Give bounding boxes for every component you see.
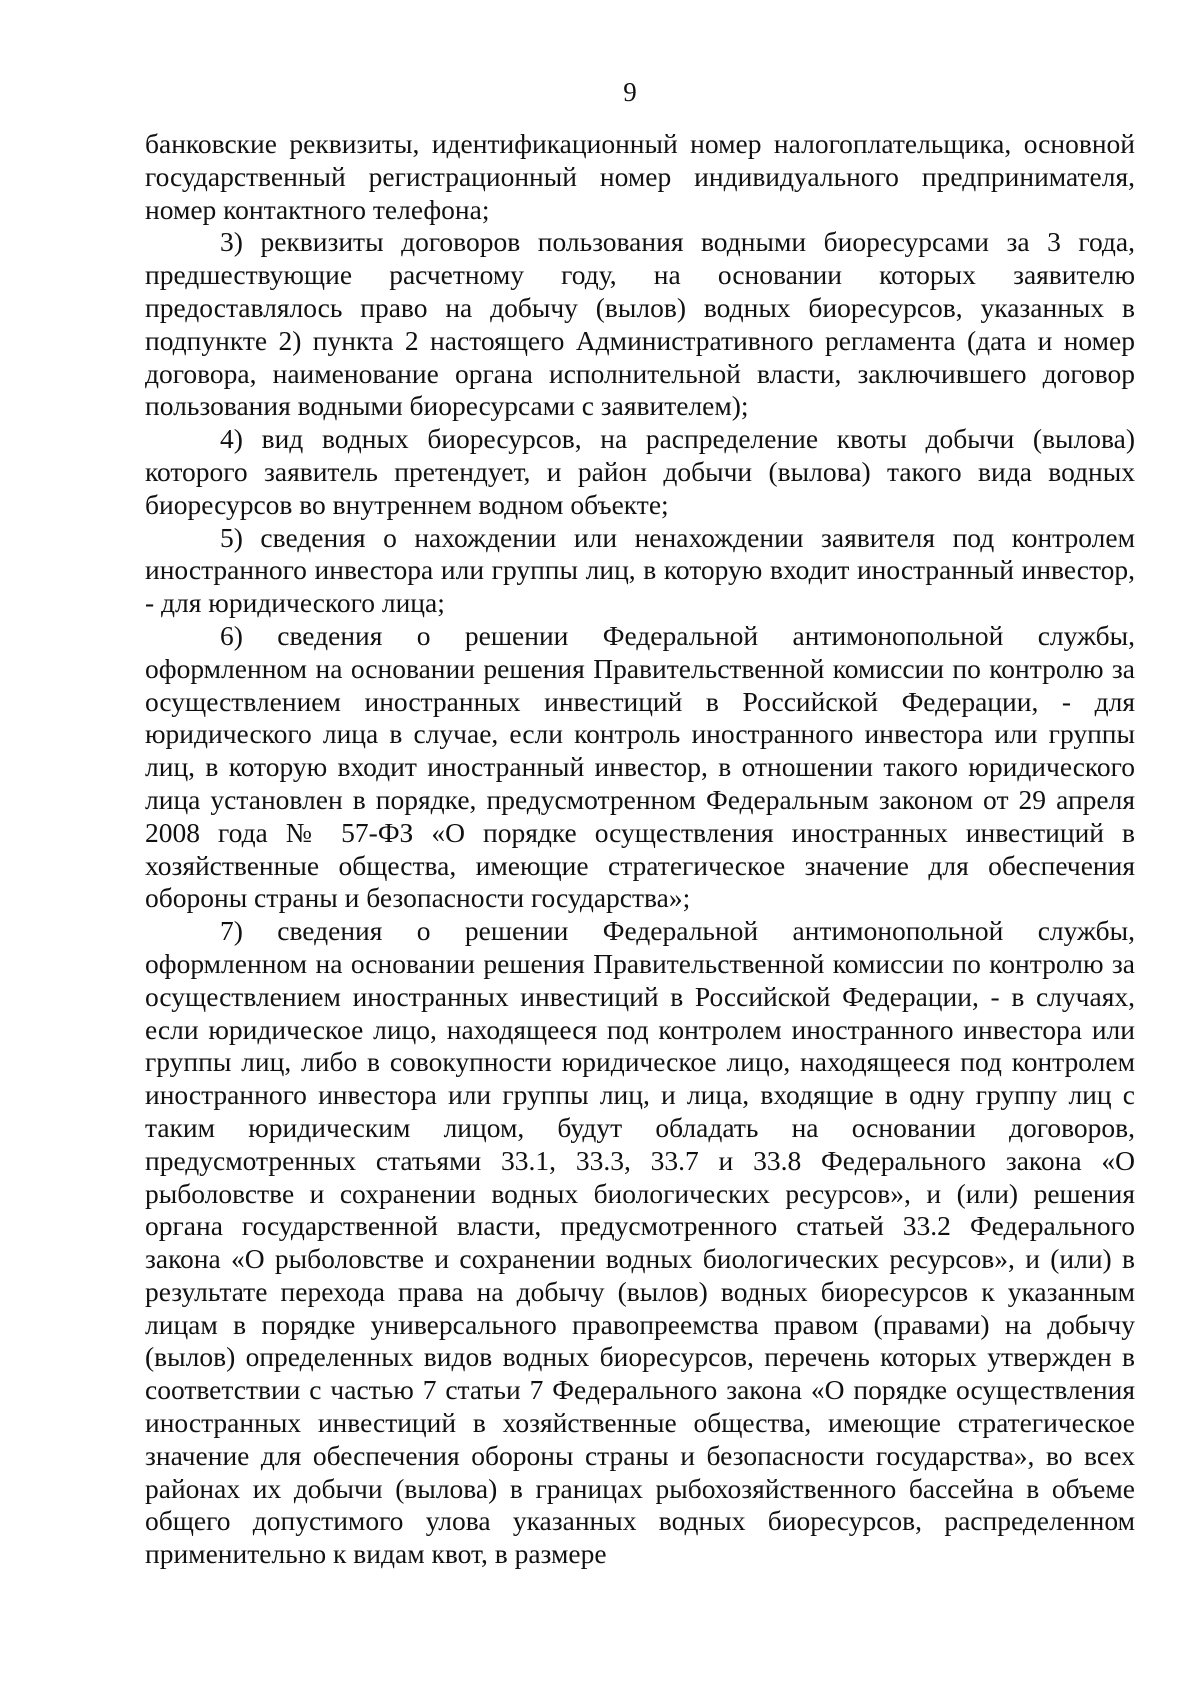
paragraph-item-6: 6) сведения о решении Федеральной антимонопольной службы, оформленном на основании решения Правительственной комиссии по контролю за осуществлением иностранных инвестиций в Российской Федерации, - для юридического лица в случае, если контроль иностранного инвестора или группы лиц, в которую входит иностранный инвестор, в отношении такого юридического лица установлен в порядке, предусмотренном Федеральным законом от 29 апреля 2008 года № 57-ФЗ «О порядке осуществления иностранных инвестиций в хозяйственные общества, имеющие стратегическое значение для обеспечения обороны страны и безопасности государства»; xyxy=(145,619,1135,914)
document-body xyxy=(145,128,1135,1571)
paragraph-item-4: 4) вид водных биоресурсов, на распределение квоты добычи (вылова) которого заявитель претендует, и район добычи (вылова) такого вида водных биоресурсов во внутреннем водном объекте; xyxy=(145,423,1135,520)
paragraph-item-3: 3) реквизиты договоров пользования водными биоресурсами за 3 года, предшествующие расчетному году, на основании которых заявителю предоставлялось право на добычу (вылов) водных биоресурсов, указанных в подпункте 2) пункта 2 настоящего Административного регламента (дата и номер договора, наименование органа исполнительной власти, заключившего договор пользования водными биоресурсами с заявителем); xyxy=(145,226,1135,422)
paragraph-item-5: 5) сведения о нахождении или ненахождении заявителя под контролем иностранного инвестора или группы лиц, в которую входит иностранный инвестор, - для юридического лица; xyxy=(145,521,1135,619)
paragraph-item-7: 7) сведения о решении Федеральной антимонопольной службы, оформленном на основании решения Правительственной комиссии по контролю за осуществлением иностранных инвестиций в Российской Федерации, - в случаях, если юридическое лицо, находящееся под контролем иностранного инвестора или группы лиц, либо в совокупности юридическое лицо, находящееся под контролем иностранного инвестора или группы лиц, и лица, входящие в одну группу лиц с таким юридическим лицом, будут обладать на основании договоров, предусмотренных статьями 33.1, 33.3, 33.7 и 33.8 Федерального закона «О рыболовстве и сохранении водных биологических ресурсов», и (или) решения органа государственной власти, предусмотренного статьей 33.2 Федерального закона «О рыболовстве и сохранении водных биологических ресурсов», и (или) в результате перехода права на добычу (вылов) водных биоресурсов к указанным лицам в порядке универсального правопреемства правом (правами) на добычу (вылов) определенных видов водных биоресурсов, перечень которых утвержден в соответствии с частью 7 статьи 7 Федерального закона «О порядке осуществления иностранных инвестиций в хозяйственные общества, имеющие стратегическое значение для обеспечения обороны страны и безопасности государства», во всех районах их добычи (вылова) в границах рыбохозяйственного бассейна в объеме общего допустимого улова указанных водных биоресурсов, распределенном применительно к видам квот, в размере xyxy=(145,915,1135,1570)
paragraph-continuation: банковские реквизиты, идентификационный номер налогоплательщика, основной государственный регистрационный номер индивидуального предпринимателя, номер контактного телефона; xyxy=(145,128,1135,225)
page-number: 9 xyxy=(623,77,637,107)
